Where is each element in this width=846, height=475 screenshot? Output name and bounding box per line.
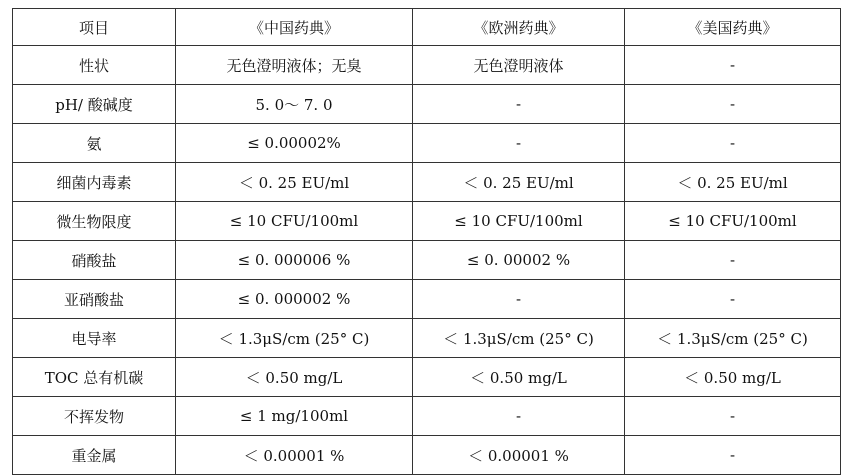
row-label: 细菌内毒素 xyxy=(13,163,176,202)
row-label: 电导率 xyxy=(13,319,176,358)
cell-chp: ≤ 0. 000002 % xyxy=(176,280,413,319)
cell-chp: ＜ 0.00001 % xyxy=(176,436,413,475)
cell-usp: - xyxy=(625,46,841,85)
cell-ep: ≤ 10 CFU/100ml xyxy=(413,202,625,241)
cell-chp: ＜ 0. 25 EU/ml xyxy=(176,163,413,202)
cell-chp: ≤ 0. 000006 % xyxy=(176,241,413,280)
table-row xyxy=(13,436,841,475)
cell-ep: ＜ 1.3μS/cm (25° C) xyxy=(413,319,625,358)
table-row xyxy=(13,241,841,280)
cell-usp: - xyxy=(625,85,841,124)
table-row xyxy=(13,319,841,358)
table-row xyxy=(13,163,841,202)
cell-usp: - xyxy=(625,397,841,436)
row-label: 重金属 xyxy=(13,436,176,475)
cell-ep: ≤ 0. 00002 % xyxy=(413,241,625,280)
table-row xyxy=(13,358,841,397)
cell-chp: ≤ 0.00002% xyxy=(176,124,413,163)
cell-ep: - xyxy=(413,85,625,124)
cell-usp: - xyxy=(625,436,841,475)
cell-ep: ＜ 0.00001 % xyxy=(413,436,625,475)
row-label: pH/ 酸碱度 xyxy=(13,85,176,124)
cell-chp: ＜ 1.3μS/cm (25° C) xyxy=(176,319,413,358)
header-item: 项目 xyxy=(13,9,176,46)
cell-chp: 无色澄明液体；无臭 xyxy=(176,46,413,85)
table-row xyxy=(13,85,841,124)
pharmacopoeia-comparison-table xyxy=(12,8,841,475)
row-label: 亚硝酸盐 xyxy=(13,280,176,319)
table-row xyxy=(13,397,841,436)
cell-chp: ≤ 1 mg/100ml xyxy=(176,397,413,436)
table-row xyxy=(13,280,841,319)
row-label: 不挥发物 xyxy=(13,397,176,436)
cell-ep: ＜ 0. 25 EU/ml xyxy=(413,163,625,202)
cell-usp: - xyxy=(625,241,841,280)
table-header-row xyxy=(13,9,841,46)
row-label: TOC 总有机碳 xyxy=(13,358,176,397)
cell-chp: 5. 0～ 7. 0 xyxy=(176,85,413,124)
header-chinese-pharmacopoeia: 《中国药典》 xyxy=(176,9,413,46)
cell-ep: - xyxy=(413,124,625,163)
row-label: 硝酸盐 xyxy=(13,241,176,280)
table-row xyxy=(13,46,841,85)
cell-chp: ≤ 10 CFU/100ml xyxy=(176,202,413,241)
header-european-pharmacopoeia: 《欧洲药典》 xyxy=(413,9,625,46)
cell-usp: ＜ 1.3μS/cm (25° C) xyxy=(625,319,841,358)
row-label: 微生物限度 xyxy=(13,202,176,241)
table-row xyxy=(13,124,841,163)
row-label: 性状 xyxy=(13,46,176,85)
cell-usp: ＜ 0. 25 EU/ml xyxy=(625,163,841,202)
header-us-pharmacopoeia: 《美国药典》 xyxy=(625,9,841,46)
cell-ep: - xyxy=(413,280,625,319)
row-label: 氨 xyxy=(13,124,176,163)
cell-usp: ＜ 0.50 mg/L xyxy=(625,358,841,397)
cell-usp: - xyxy=(625,280,841,319)
cell-chp: ＜ 0.50 mg/L xyxy=(176,358,413,397)
cell-usp: - xyxy=(625,124,841,163)
cell-ep: ＜ 0.50 mg/L xyxy=(413,358,625,397)
table-row xyxy=(13,202,841,241)
cell-ep: - xyxy=(413,397,625,436)
cell-usp: ≤ 10 CFU/100ml xyxy=(625,202,841,241)
cell-ep: 无色澄明液体 xyxy=(413,46,625,85)
